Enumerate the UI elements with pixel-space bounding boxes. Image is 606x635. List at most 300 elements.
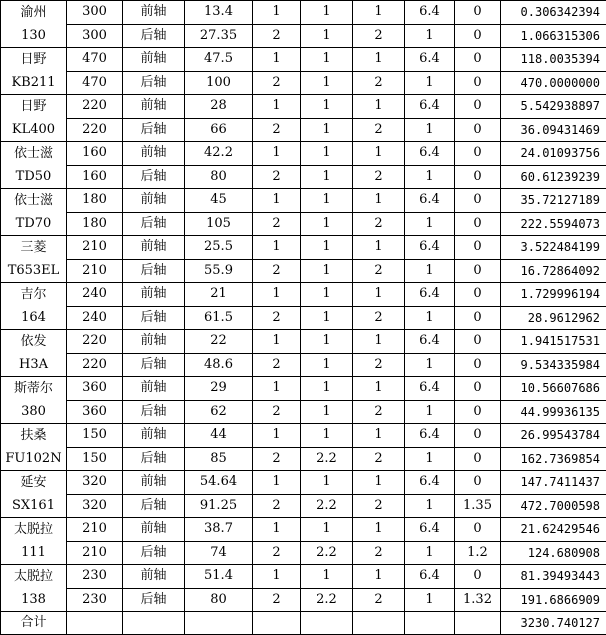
axle-load-cell: 47.5	[185, 48, 253, 72]
c2-cell: 1	[353, 189, 405, 213]
result-cell: 44.99936135	[501, 400, 606, 424]
coef-cell: 6.4	[405, 1, 455, 25]
axle-load-cell: 74	[185, 541, 253, 565]
extra-cell: 0	[455, 71, 501, 95]
load-cell: 360	[67, 400, 123, 424]
load-cell: 360	[67, 377, 123, 401]
vehicle-model-cell	[1, 330, 67, 377]
extra-cell: 0	[455, 377, 501, 401]
load-cell: 230	[67, 565, 123, 589]
extra-cell: 0	[455, 189, 501, 213]
table-row	[1, 71, 606, 95]
axle-type-cell: 后轴	[123, 588, 185, 612]
axle-load-cell: 54.64	[185, 471, 253, 495]
c2-cell: 1	[353, 1, 405, 25]
load-cell: 220	[67, 118, 123, 142]
result-cell: 118.0035394	[501, 48, 606, 72]
vehicle-model-name: 依发	[1, 330, 66, 353]
result-cell: 5.542938897	[501, 95, 606, 119]
axle-load-cell: 85	[185, 447, 253, 471]
axle-load-cell: 48.6	[185, 353, 253, 377]
c1-cell: 2.2	[301, 588, 353, 612]
result-cell: 191.6866909	[501, 588, 606, 612]
axle-load-cell: 22	[185, 330, 253, 354]
result-cell: 470.0000000	[501, 71, 606, 95]
count-cell: 2	[253, 118, 301, 142]
vehicle-model-code: T653EL	[1, 259, 66, 282]
coef-cell: 6.4	[405, 95, 455, 119]
axle-type-cell: 后轴	[123, 165, 185, 189]
table-row	[1, 48, 606, 72]
vehicle-model-cell	[1, 518, 67, 565]
table-row	[1, 189, 606, 213]
result-cell: 10.56607686	[501, 377, 606, 401]
c2-cell: 2	[353, 306, 405, 330]
count-cell: 1	[253, 95, 301, 119]
result-cell: 81.39493443	[501, 565, 606, 589]
coef-cell: 1	[405, 118, 455, 142]
c2-cell: 1	[353, 424, 405, 448]
load-cell: 210	[67, 259, 123, 283]
load-cell: 300	[67, 1, 123, 25]
coef-cell: 6.4	[405, 424, 455, 448]
extra-cell: 0	[455, 212, 501, 236]
c2-cell: 1	[353, 236, 405, 260]
coef-cell: 6.4	[405, 565, 455, 589]
vehicle-model-code: 380	[1, 400, 66, 423]
table-row	[1, 377, 606, 401]
load-cell: 240	[67, 306, 123, 330]
c1-cell: 1	[301, 283, 353, 307]
coef-cell: 1	[405, 447, 455, 471]
coef-cell: 6.4	[405, 283, 455, 307]
axle-type-cell: 前轴	[123, 189, 185, 213]
load-cell: 160	[67, 142, 123, 166]
coef-cell: 1	[405, 400, 455, 424]
axle-type-cell: 后轴	[123, 71, 185, 95]
count-cell: 2	[253, 494, 301, 518]
load-cell: 470	[67, 48, 123, 72]
axle-load-cell: 100	[185, 71, 253, 95]
count-cell: 1	[253, 565, 301, 589]
result-cell: 222.5594073	[501, 212, 606, 236]
c2-cell: 2	[353, 118, 405, 142]
result-cell: 0.306342394	[501, 1, 606, 25]
result-cell: 21.62429546	[501, 518, 606, 542]
count-cell: 1	[253, 1, 301, 25]
extra-cell: 0	[455, 236, 501, 260]
axle-load-cell: 55.9	[185, 259, 253, 283]
count-cell: 1	[253, 48, 301, 72]
coef-cell: 6.4	[405, 142, 455, 166]
extra-cell: 0	[455, 283, 501, 307]
vehicle-model-cell	[1, 236, 67, 283]
c1-cell: 1	[301, 377, 353, 401]
vehicle-model-name: 依士滋	[1, 189, 66, 212]
extra-cell: 0	[455, 24, 501, 48]
count-cell: 1	[253, 236, 301, 260]
result-cell: 35.72127189	[501, 189, 606, 213]
table-row	[1, 541, 606, 565]
axle-load-cell: 51.4	[185, 565, 253, 589]
c1-cell: 1	[301, 424, 353, 448]
extra-cell: 0	[455, 518, 501, 542]
c2-cell: 1	[353, 377, 405, 401]
axle-type-cell: 前轴	[123, 330, 185, 354]
axle-type-cell: 前轴	[123, 95, 185, 119]
count-cell: 2	[253, 306, 301, 330]
c2-cell: 1	[353, 95, 405, 119]
load-cell: 210	[67, 518, 123, 542]
axle-type-cell: 前轴	[123, 565, 185, 589]
coef-cell: 1	[405, 71, 455, 95]
result-cell: 162.7369854	[501, 447, 606, 471]
vehicle-model-code: KB211	[1, 71, 66, 94]
load-cell: 220	[67, 95, 123, 119]
axle-type-cell: 前轴	[123, 142, 185, 166]
empty-cell	[185, 612, 253, 635]
vehicle-model-name: 三菱	[1, 236, 66, 259]
coef-cell: 6.4	[405, 236, 455, 260]
load-cell: 300	[67, 24, 123, 48]
axle-load-cell: 80	[185, 165, 253, 189]
table-row	[1, 424, 606, 448]
vehicle-model-cell	[1, 1, 67, 48]
extra-cell: 1.2	[455, 541, 501, 565]
load-cell: 210	[67, 541, 123, 565]
c1-cell: 1	[301, 565, 353, 589]
load-cell: 240	[67, 283, 123, 307]
vehicle-model-cell	[1, 142, 67, 189]
table-row	[1, 95, 606, 119]
extra-cell: 0	[455, 471, 501, 495]
c2-cell: 1	[353, 283, 405, 307]
axle-load-cell: 29	[185, 377, 253, 401]
result-cell: 28.9612962	[501, 306, 606, 330]
load-cell: 210	[67, 236, 123, 260]
c2-cell: 1	[353, 48, 405, 72]
vehicle-model-cell	[1, 95, 67, 142]
vehicle-model-name: 太脱拉	[1, 565, 66, 588]
c2-cell: 2	[353, 353, 405, 377]
axle-load-cell: 61.5	[185, 306, 253, 330]
result-cell: 16.72864092	[501, 259, 606, 283]
vehicle-model-code: H3A	[1, 353, 66, 376]
coef-cell: 6.4	[405, 189, 455, 213]
extra-cell: 0	[455, 1, 501, 25]
count-cell: 1	[253, 189, 301, 213]
c2-cell: 2	[353, 212, 405, 236]
axle-type-cell: 后轴	[123, 353, 185, 377]
coef-cell: 1	[405, 259, 455, 283]
extra-cell: 0	[455, 48, 501, 72]
table-row	[1, 283, 606, 307]
c1-cell: 1	[301, 353, 353, 377]
empty-cell	[455, 612, 501, 635]
axle-type-cell: 前轴	[123, 48, 185, 72]
coef-cell: 1	[405, 306, 455, 330]
coef-cell: 6.4	[405, 471, 455, 495]
c1-cell: 2.2	[301, 494, 353, 518]
load-cell: 180	[67, 212, 123, 236]
axle-type-cell: 后轴	[123, 259, 185, 283]
c2-cell: 2	[353, 400, 405, 424]
axle-type-cell: 后轴	[123, 24, 185, 48]
empty-cell	[405, 612, 455, 635]
load-cell: 160	[67, 165, 123, 189]
c1-cell: 1	[301, 24, 353, 48]
extra-cell: 1.32	[455, 588, 501, 612]
result-cell: 60.61239239	[501, 165, 606, 189]
extra-cell: 0	[455, 306, 501, 330]
vehicle-model-name: 依士滋	[1, 142, 66, 165]
result-cell: 124.680908	[501, 541, 606, 565]
vehicle-model-code: 111	[1, 541, 66, 564]
coef-cell: 6.4	[405, 518, 455, 542]
vehicle-model-name: 扶桑	[1, 424, 66, 447]
vehicle-model-name: 太脱拉	[1, 518, 66, 541]
axle-load-cell: 105	[185, 212, 253, 236]
axle-load-cell: 44	[185, 424, 253, 448]
c1-cell: 1	[301, 189, 353, 213]
axle-load-cell: 13.4	[185, 1, 253, 25]
load-cell: 180	[67, 189, 123, 213]
axle-load-cell: 27.35	[185, 24, 253, 48]
extra-cell: 0	[455, 142, 501, 166]
c1-cell: 2.2	[301, 447, 353, 471]
axle-type-cell: 前轴	[123, 236, 185, 260]
axle-load-cell: 28	[185, 95, 253, 119]
extra-cell: 0	[455, 400, 501, 424]
c1-cell: 1	[301, 400, 353, 424]
vehicle-model-cell	[1, 48, 67, 95]
axle-load-cell: 62	[185, 400, 253, 424]
coef-cell: 1	[405, 353, 455, 377]
coef-cell: 6.4	[405, 48, 455, 72]
empty-cell	[301, 612, 353, 635]
c1-cell: 1	[301, 330, 353, 354]
load-cell: 220	[67, 353, 123, 377]
vehicle-model-cell	[1, 471, 67, 518]
coef-cell: 6.4	[405, 377, 455, 401]
c1-cell: 1	[301, 95, 353, 119]
result-cell: 26.99543784	[501, 424, 606, 448]
axle-type-cell: 前轴	[123, 424, 185, 448]
axle-type-cell: 前轴	[123, 518, 185, 542]
table-row	[1, 118, 606, 142]
load-cell: 230	[67, 588, 123, 612]
vehicle-model-name: 吉尔	[1, 283, 66, 306]
vehicle-model-code: 138	[1, 588, 66, 611]
coef-cell: 1	[405, 212, 455, 236]
result-cell: 36.09431469	[501, 118, 606, 142]
count-cell: 2	[253, 353, 301, 377]
c1-cell: 1	[301, 236, 353, 260]
extra-cell: 0	[455, 353, 501, 377]
count-cell: 1	[253, 377, 301, 401]
table-row	[1, 447, 606, 471]
result-cell: 24.01093756	[501, 142, 606, 166]
vehicle-model-code: SX161	[1, 494, 66, 517]
empty-cell	[123, 612, 185, 635]
table-row	[1, 330, 606, 354]
table-row	[1, 259, 606, 283]
axle-type-cell: 前轴	[123, 1, 185, 25]
table-row	[1, 165, 606, 189]
axle-load-cell: 45	[185, 189, 253, 213]
table-row	[1, 494, 606, 518]
c1-cell: 1	[301, 142, 353, 166]
vehicle-model-name: 斯蒂尔	[1, 377, 66, 400]
table-row	[1, 353, 606, 377]
vehicle-model-name: 日野	[1, 95, 66, 118]
result-cell: 3.522484199	[501, 236, 606, 260]
c1-cell: 1	[301, 212, 353, 236]
table-row	[1, 142, 606, 166]
c2-cell: 1	[353, 471, 405, 495]
result-cell: 147.7411437	[501, 471, 606, 495]
extra-cell: 0	[455, 447, 501, 471]
load-cell: 150	[67, 424, 123, 448]
vehicle-model-code: KL400	[1, 118, 66, 141]
load-cell: 320	[67, 494, 123, 518]
count-cell: 2	[253, 541, 301, 565]
extra-cell: 0	[455, 95, 501, 119]
axle-load-cell: 66	[185, 118, 253, 142]
c1-cell: 2.2	[301, 541, 353, 565]
axle-type-cell: 后轴	[123, 494, 185, 518]
c1-cell: 1	[301, 165, 353, 189]
table-row	[1, 24, 606, 48]
count-cell: 2	[253, 24, 301, 48]
c1-cell: 1	[301, 71, 353, 95]
coef-cell: 1	[405, 165, 455, 189]
result-cell: 1.066315306	[501, 24, 606, 48]
c2-cell: 1	[353, 518, 405, 542]
vehicle-model-cell	[1, 377, 67, 424]
result-cell: 1.941517531	[501, 330, 606, 354]
count-cell: 1	[253, 518, 301, 542]
axle-type-cell: 前轴	[123, 377, 185, 401]
axle-type-cell: 后轴	[123, 541, 185, 565]
table-row	[1, 400, 606, 424]
c1-cell: 1	[301, 118, 353, 142]
count-cell: 1	[253, 283, 301, 307]
vehicle-model-code: TD70	[1, 212, 66, 235]
axle-type-cell: 前轴	[123, 283, 185, 307]
extra-cell: 0	[455, 259, 501, 283]
table-row	[1, 588, 606, 612]
c1-cell: 1	[301, 471, 353, 495]
count-cell: 2	[253, 212, 301, 236]
c2-cell: 2	[353, 447, 405, 471]
axle-load-cell: 91.25	[185, 494, 253, 518]
c1-cell: 1	[301, 518, 353, 542]
vehicle-model-cell	[1, 424, 67, 471]
vehicle-model-cell	[1, 189, 67, 236]
coef-cell: 1	[405, 24, 455, 48]
table-row	[1, 212, 606, 236]
count-cell: 2	[253, 165, 301, 189]
count-cell: 2	[253, 447, 301, 471]
c2-cell: 1	[353, 142, 405, 166]
c2-cell: 1	[353, 330, 405, 354]
coef-cell: 1	[405, 588, 455, 612]
table-row	[1, 236, 606, 260]
axle-load-cell: 21	[185, 283, 253, 307]
table-row	[1, 518, 606, 542]
empty-cell	[353, 612, 405, 635]
load-cell: 470	[67, 71, 123, 95]
count-cell: 2	[253, 71, 301, 95]
count-cell: 2	[253, 400, 301, 424]
c1-cell: 1	[301, 306, 353, 330]
c2-cell: 2	[353, 24, 405, 48]
extra-cell: 0	[455, 565, 501, 589]
total-value: 3230.740127	[501, 612, 606, 635]
load-cell: 150	[67, 447, 123, 471]
axle-type-cell: 后轴	[123, 118, 185, 142]
count-cell: 2	[253, 588, 301, 612]
c1-cell: 1	[301, 1, 353, 25]
result-cell: 9.534335984	[501, 353, 606, 377]
vehicle-model-name: 日野	[1, 48, 66, 71]
count-cell: 1	[253, 471, 301, 495]
extra-cell: 0	[455, 330, 501, 354]
load-cell: 220	[67, 330, 123, 354]
empty-cell	[67, 612, 123, 635]
axle-load-cell: 42.2	[185, 142, 253, 166]
axle-type-cell: 后轴	[123, 212, 185, 236]
table-row	[1, 471, 606, 495]
total-row	[1, 612, 606, 635]
axle-type-cell: 前轴	[123, 471, 185, 495]
result-cell: 472.7000598	[501, 494, 606, 518]
coef-cell: 6.4	[405, 330, 455, 354]
table-body	[1, 1, 606, 635]
result-cell: 1.729996194	[501, 283, 606, 307]
c1-cell: 1	[301, 259, 353, 283]
vehicle-model-cell	[1, 283, 67, 330]
coef-cell: 1	[405, 494, 455, 518]
count-cell: 1	[253, 330, 301, 354]
c2-cell: 2	[353, 541, 405, 565]
table-row	[1, 306, 606, 330]
extra-cell: 1.35	[455, 494, 501, 518]
c1-cell: 1	[301, 48, 353, 72]
extra-cell: 0	[455, 165, 501, 189]
c2-cell: 1	[353, 565, 405, 589]
axle-load-cell: 80	[185, 588, 253, 612]
coef-cell: 1	[405, 541, 455, 565]
c2-cell: 2	[353, 588, 405, 612]
c2-cell: 2	[353, 494, 405, 518]
vehicle-model-code: 130	[1, 24, 66, 47]
table-row	[1, 1, 606, 25]
vehicle-model-cell	[1, 565, 67, 612]
vehicle-model-code: FU102N	[1, 447, 66, 470]
axle-type-cell: 后轴	[123, 400, 185, 424]
vehicle-model-name: 延安	[1, 471, 66, 494]
axle-load-cell: 25.5	[185, 236, 253, 260]
extra-cell: 0	[455, 118, 501, 142]
count-cell: 1	[253, 424, 301, 448]
load-cell: 320	[67, 471, 123, 495]
c2-cell: 2	[353, 259, 405, 283]
extra-cell: 0	[455, 424, 501, 448]
count-cell: 2	[253, 259, 301, 283]
total-label: 合计	[1, 612, 67, 635]
